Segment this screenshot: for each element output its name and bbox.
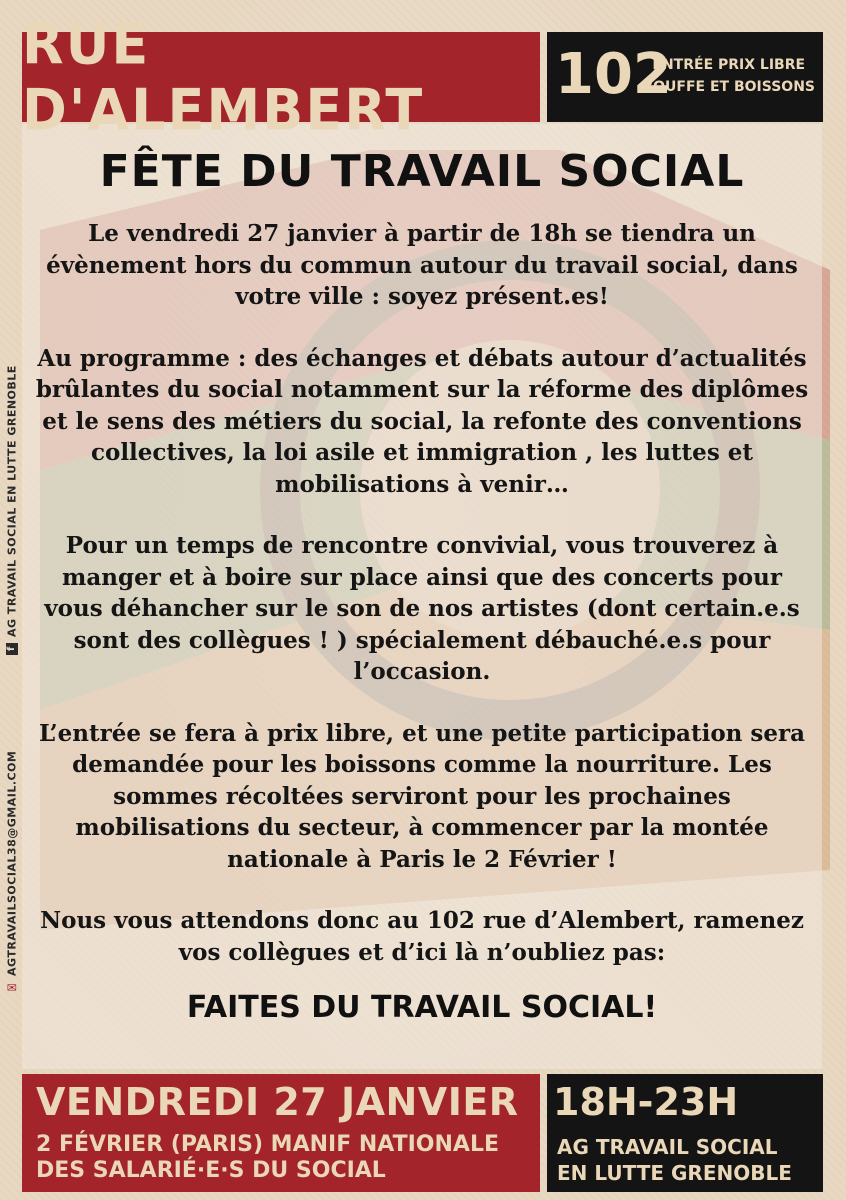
organizer: [557, 1134, 792, 1186]
entry-info-line1: ENTRÉE PRIX LIBRE: [652, 57, 806, 73]
email-address: AGTRAVAILSOCIAL38@GMAIL.COM: [5, 750, 19, 976]
paragraph-convivial: Pour un temps de rencontre convivial, vous trouverez à manger et à boire sur place ainsi que des concerts pour vous déhancher sur le son de nos artistes (dont certain.e.s sont des collègues ! ) spécialement débauché.e.s pour l’occasion.: [44, 532, 800, 685]
paragraph-programme: Au programme : des échanges et débats autour d’actualités brûlantes du social notamment sur la réforme des diplômes et le sens des métiers du social, la refonte des conventions collectives, la loi asile et immigration , les luttes et mobilisations à venir…: [35, 344, 809, 498]
organizer-line2: EN LUTTE GRENOBLE: [557, 1161, 792, 1185]
entry-info: [642, 54, 815, 98]
side-facebook-label: [2, 338, 22, 688]
slogan: FAITES DU TRAVAIL SOCIAL!: [186, 990, 658, 1025]
paragraph-closing: Nous vous attendons donc au 102 rue d’Alembert, ramenez vos collègues et d’ici là n’oubliez pas:: [40, 907, 804, 966]
facebook-icon: f: [6, 643, 18, 655]
organizer-line1: AG TRAVAIL SOCIAL: [557, 1135, 778, 1159]
demo-info: [36, 1132, 499, 1184]
mail-icon: ✉: [5, 979, 19, 994]
paragraph-entry: L’entrée se fera à prix libre, et une petite participation sera demandée pour les boissons comme la nourriture. Les sommes récoltées serviront pour les prochaines mobilisations du secteur, à commencer par la montée nationale à Paris le 2 Février !: [39, 719, 805, 873]
street-banner: [22, 10, 540, 144]
hours-box: [547, 1074, 823, 1192]
event-date: VENDREDI 27 JANVIER: [36, 1080, 519, 1124]
facebook-handle: AG TRAVAIL SOCIAL EN LUTTE GRENOBLE: [5, 365, 19, 637]
address-info-box: [547, 32, 823, 122]
date-banner: [22, 1074, 540, 1192]
demo-info-line1: 2 FÉVRIER (PARIS) MANIF NATIONALE: [36, 1132, 499, 1157]
entry-info-line2: BOUFFE ET BOISSONS: [642, 79, 815, 95]
street-number: 102: [555, 42, 672, 107]
event-hours: 18H-23H: [553, 1080, 739, 1124]
event-title: FÊTE DU TRAVAIL SOCIAL: [99, 146, 745, 197]
body-text: [30, 218, 814, 968]
paragraph-intro: Le vendredi 27 janvier à partir de 18h se tiendra un évènement hors du commun autour du travail social, dans votre ville : soyez présent.es!: [46, 220, 798, 310]
demo-info-line2: DES SALARIÉ·E·S DU SOCIAL: [36, 1158, 386, 1183]
side-email-label: [2, 735, 22, 1015]
street-name: RUE D'ALEMBERT: [22, 10, 425, 144]
